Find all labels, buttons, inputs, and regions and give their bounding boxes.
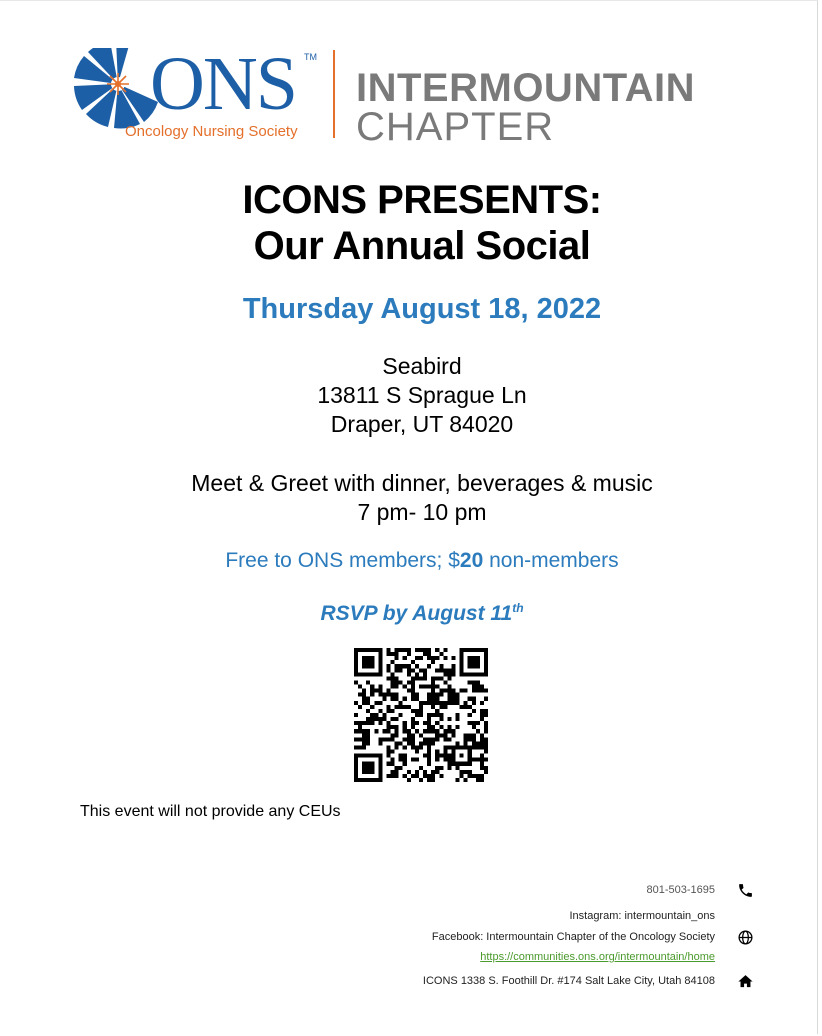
- title-line-2: Our Annual Social: [253, 224, 591, 268]
- phone-icon: [737, 882, 754, 899]
- website-link[interactable]: https://communities.ons.org/intermountain/home: [480, 951, 715, 963]
- rsvp-suffix: th: [512, 601, 524, 615]
- rsvp-qr-code[interactable]: [354, 648, 488, 782]
- rsvp-text: RSVP by August 11: [320, 602, 513, 625]
- globe-icon: [737, 929, 754, 946]
- venue-city: Draper, UT 84020: [330, 411, 514, 437]
- price-amount: 20: [459, 549, 484, 572]
- venue-street: 13811 S Sprague Ln: [317, 382, 527, 408]
- event-description: Meet & Greet with dinner, beverages & music: [191, 470, 653, 496]
- event-details: [0, 469, 822, 527]
- price-prefix: Free to ONS members; $: [225, 549, 460, 572]
- header-divider: [333, 50, 335, 138]
- ceu-note: This event will not provide any CEUs: [80, 803, 341, 820]
- contact-facebook: Facebook: Intermountain Chapter of the Oncology Society: [431, 931, 715, 943]
- venue-block: [0, 352, 822, 439]
- rsvp-deadline: [0, 594, 822, 628]
- title-line-1: ICONS PRESENTS:: [242, 178, 602, 222]
- society-name: Oncology Nursing Society: [125, 123, 298, 140]
- venue-name: Seabird: [382, 353, 462, 379]
- contact-instagram: Instagram: intermountain_ons: [569, 910, 715, 922]
- event-time: 7 pm- 10 pm: [357, 499, 487, 525]
- chapter-name: INTERMOUNTAIN: [356, 66, 696, 110]
- contact-address: ICONS 1338 S. Foothill Dr. #174 Salt Lake City, Utah 84108: [422, 975, 715, 987]
- home-icon: [737, 973, 754, 990]
- price-suffix: non-members: [483, 549, 619, 572]
- chapter-label: CHAPTER: [356, 105, 555, 149]
- ons-wordmark: ONS: [150, 42, 297, 126]
- contact-phone: 801-503-1695: [646, 884, 715, 896]
- event-date: Thursday August 18, 2022: [242, 293, 602, 325]
- price-info: [0, 547, 822, 575]
- trademark-mark: TM: [304, 52, 317, 62]
